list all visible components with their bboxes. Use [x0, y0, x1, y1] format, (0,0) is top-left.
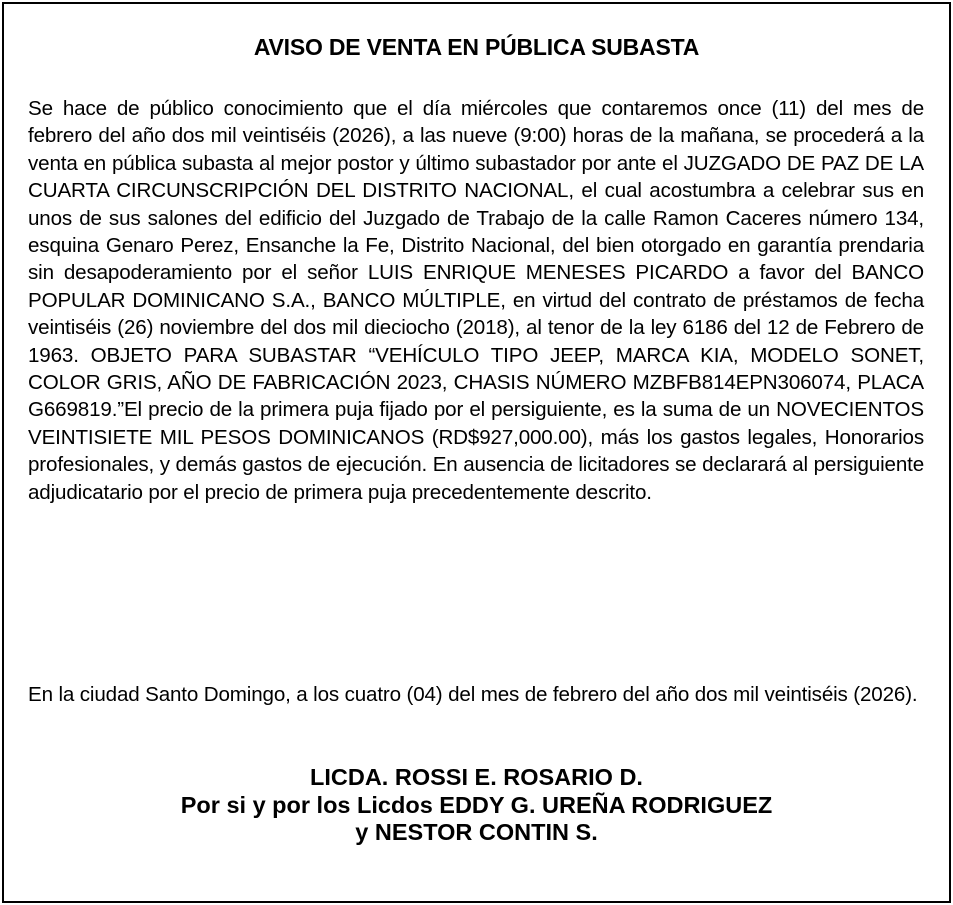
- notice-title: AVISO DE VENTA EN PÚBLICA SUBASTA: [253, 34, 700, 60]
- signature-line-1: LICDA. ROSSI E. ROSARIO D.: [310, 764, 643, 790]
- signature-line-2: Por si y por los Licdos EDDY G. UREÑA RODRIGUEZ: [180, 791, 773, 818]
- signature-block: [4, 764, 949, 847]
- notice-frame: [2, 2, 951, 903]
- notice-paragraph-date: En la ciudad Santo Domingo, a los cuatro (04) del mes de febrero del año dos mil veintiséis (2026).: [28, 683, 918, 706]
- notice-paragraph-main: Se hace de público conocimiento que el día miércoles que contaremos once (11) del mes de febrero del año dos mil veintiséis (2026), a las nueve (9:00) horas de la mañana, se procederá a la venta en pública subasta al mejor postor y último subastador por ante el JUZGADO DE PAZ DE LA CUARTA CIRCUNSCRIPCIÓN DEL DISTRITO NACIONAL, el cual acostumbra a celebrar sus en unos de sus salones del edificio del Juzgado de Trabajo de la calle Ramon Caceres número 134, esquina Genaro Perez, Ensanche la Fe, Distrito Nacional, del bien otorgado en garantía prendaria sin desapoderamiento por el señor LUIS ENRIQUE MENESES PICARDO a favor del BANCO POPULAR DOMINICANO S.A., BANCO MÚLTIPLE, en virtud del contrato de préstamos de fecha veintiséis (26) noviembre del dos mil dieciocho (2018), al tenor de la ley 6186 del 12 de Febrero de 1963. OBJETO PARA SUBASTAR “VEHÍCULO TIPO JEEP, MARCA KIA, MODELO SONET, COLOR GRIS, AÑO DE FABRICACIÓN 2023, CHASIS NÚMERO MZBFB814EPN306074, PLACA G669819.”El precio de la primera puja fijado por el persiguiente, es la suma de un NOVECIENTOS VEINTISIETE MIL PESOS DOMINICANOS (RD$927,000.00), más los gastos legales, Honorarios profesionales, y demás gastos de ejecución. En ausencia de licitadores se declarará al persiguiente adjudicatario por el precio de primera puja precedentemente descrito.: [28, 97, 924, 504]
- signature-line-3: y NESTOR CONTIN S.: [355, 819, 598, 845]
